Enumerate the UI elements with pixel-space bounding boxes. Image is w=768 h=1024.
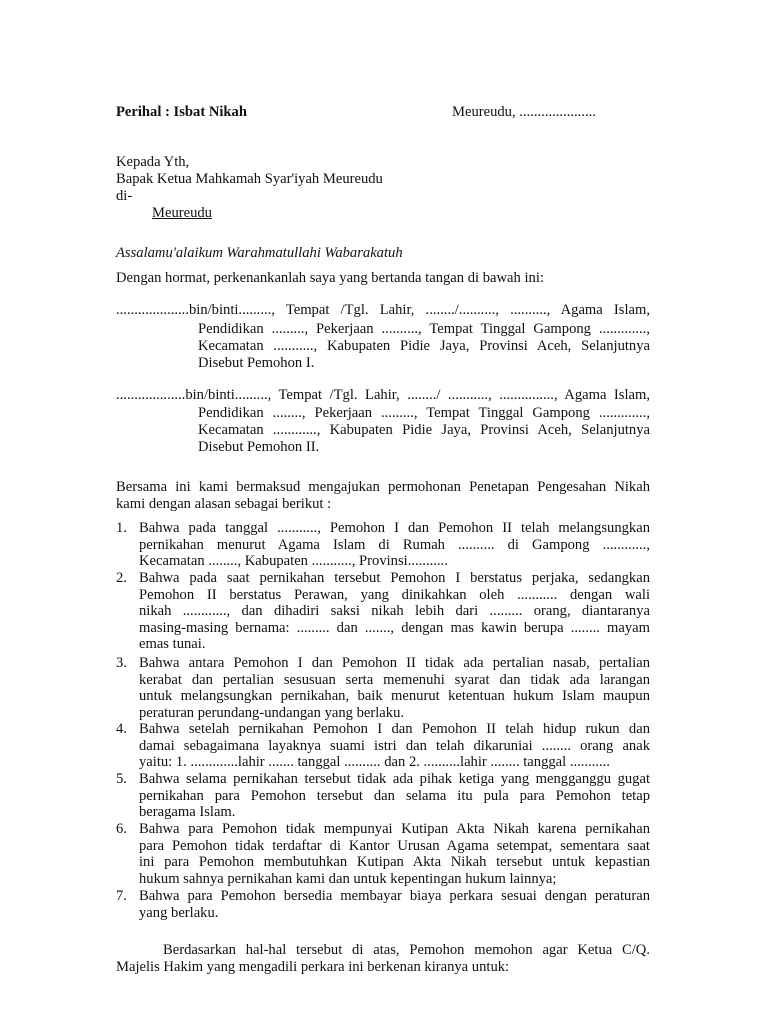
- pemohon-2-line-2: Pendidikan ........, Pekerjaan ........., Tempat Tinggal Gampong .............,: [198, 405, 650, 421]
- subject-line: Perihal : Isbat Nikah: [116, 104, 247, 120]
- list-item-line: Bahwa antara Pemohon I dan Pemohon II tidak ada pertalian nasab, pertalian: [139, 655, 650, 671]
- list-item-number: 1.: [116, 520, 127, 536]
- list-item-number: 5.: [116, 771, 127, 787]
- list-item-line: hukum sahnya pernikahan kami dan untuk kepentingan hukum lainnya;: [139, 870, 557, 887]
- intro-line-1: Bersama ini kami bermaksud mengajukan permohonan Penetapan Pengesahan Nikah: [116, 479, 650, 495]
- list-item-line: kerabat dan pertalian sesusuan serta memenuhi syarat dan tidak ada larangan: [139, 671, 650, 688]
- pemohon-1-line-1: ....................bin/binti........., Tempat /Tgl. Lahir, ......../.........., .........., Agama Islam,: [116, 302, 650, 318]
- pemohon-1-line-3: Kecamatan ..........., Kabupaten Pidie Jaya, Provinsi Aceh, Selanjutnya: [198, 338, 650, 354]
- list-item-line: nikah ............, dan dihadiri saksi nikah lebih dari ......... orang, diantaranya: [139, 603, 650, 620]
- list-item-line: Bahwa para Pemohon tidak mempunyai Kutipan Akta Nikah karena pernikahan: [139, 821, 650, 837]
- intro-line-2: kami dengan alasan sebagai berikut :: [116, 496, 332, 512]
- recipient-line-2: Bapak Ketua Mahkamah Syar'iyah Meureudu: [116, 171, 383, 187]
- list-item-line: Bahwa para Pemohon bersedia membayar biaya perkara sesuai dengan peraturan: [139, 888, 650, 904]
- pemohon-1-line-2: Pendidikan ........., Pekerjaan .........., Tempat Tinggal Gampong .............,: [198, 321, 650, 337]
- list-item-line: ini para Pemohon membutuhkan Kutipan Akta Nikah tersebut untuk kepastian: [139, 854, 650, 871]
- list-item-line: para Pemohon tidak terdaftar di Kantor Urusan Agama setempat, sementara saat: [139, 837, 650, 854]
- list-item-line: Bahwa pada tanggal ..........., Pemohon I dan Pemohon II telah melangsungkan: [139, 520, 650, 536]
- list-item-line: emas tunai.: [139, 636, 206, 653]
- pemohon-2-line-1: ...................bin/binti........., Tempat /Tgl. Lahir, ......../ ..........., ..............., Agama Islam,: [116, 387, 650, 403]
- list-item-line: Bahwa pada saat pernikahan tersebut Pemohon I berstatus perjaka, sedangkan: [139, 570, 650, 586]
- recipient-line-3: di-: [116, 188, 133, 204]
- closing-line-1: Berdasarkan hal-hal tersebut di atas, Pemohon memohon agar Ketua C/Q.: [163, 942, 650, 958]
- pemohon-2-line-4: Disebut Pemohon II.: [198, 439, 320, 455]
- pemohon-1-line-4: Disebut Pemohon I.: [198, 355, 315, 371]
- list-item-line: untuk melangsungkan pernikahan, baik menurut ketentuan hukum Islam maupun: [139, 688, 650, 705]
- list-item-number: 4.: [116, 721, 127, 737]
- greeting: Assalamu'alaikum Warahmatullahi Wabarakatuh: [116, 245, 403, 261]
- closing-line-2: Majelis Hakim yang mengadili perkara ini berkenan kiranya untuk:: [116, 959, 510, 975]
- list-item-line: pernikahan para Pemohon tersebut dan selama itu pula para Pemohon tetap: [139, 787, 650, 804]
- list-item-line: beragama Islam.: [139, 804, 236, 821]
- list-item-line: pernikahan menurut Agama Islam di Rumah .......... di Gampong ............,: [139, 536, 650, 553]
- place-date: Meureudu, .....................: [452, 104, 596, 120]
- list-item-number: 3.: [116, 655, 127, 671]
- recipient-city: Meureudu: [152, 205, 212, 221]
- list-item-line: Kecamatan ........, Kabupaten ..........., Provinsi...........: [139, 553, 448, 570]
- list-item-line: yang berlaku.: [139, 904, 219, 921]
- list-item-line: masing-masing bernama: ......... dan ......., dengan mas kawin berupa ........ mayam: [139, 619, 650, 636]
- list-item-line: Pemohon II berstatus Perawan, yang dinikahkan oleh ........... dengan wali: [139, 586, 650, 603]
- list-item-line: Bahwa selama pernikahan tersebut tidak ada pihak ketiga yang mengganggu gugat: [139, 771, 650, 787]
- list-item-number: 6.: [116, 821, 127, 837]
- list-item-number: 7.: [116, 888, 127, 904]
- opening-sentence: Dengan hormat, perkenankanlah saya yang bertanda tangan di bawah ini:: [116, 270, 544, 286]
- pemohon-2-line-3: Kecamatan ............, Kabupaten Pidie Jaya, Provinsi Aceh, Selanjutnya: [198, 422, 650, 438]
- list-item-line: Bahwa setelah pernikahan Pemohon I dan Pemohon II telah hidup rukun dan: [139, 721, 650, 737]
- list-item-line: peraturan perundang-undangan yang berlaku.: [139, 704, 405, 721]
- recipient-line-1: Kepada Yth,: [116, 154, 190, 170]
- list-item-line: yaitu: 1. .............lahir ....... tanggal .......... dan 2. ..........lahir ........ tanggal ...........: [139, 754, 610, 771]
- list-item-line: damai sebagaimana layaknya suami istri dan telah dikaruniai ........ orang anak: [139, 737, 650, 754]
- list-item-number: 2.: [116, 570, 127, 586]
